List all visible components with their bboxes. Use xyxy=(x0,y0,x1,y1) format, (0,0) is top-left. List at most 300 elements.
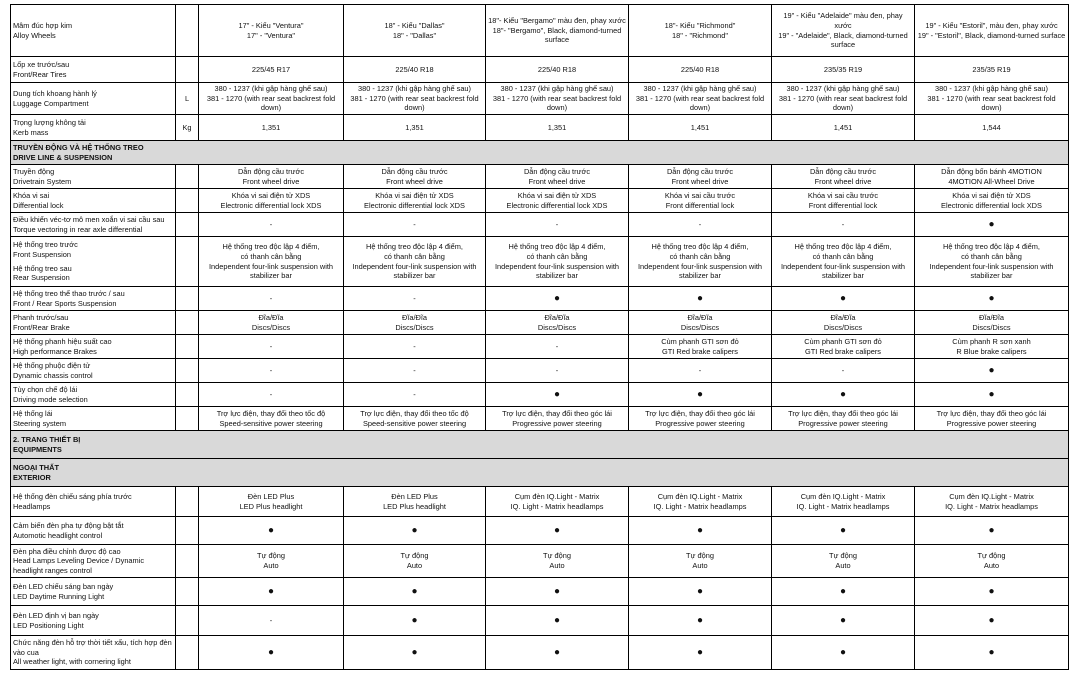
spec-value-variant-5 xyxy=(772,517,915,545)
spec-label xyxy=(11,407,176,431)
spec-value-text: 17" - "Ventura" xyxy=(246,30,296,40)
bullet-icon: ● xyxy=(553,586,561,597)
spec-value-variant-3 xyxy=(486,545,629,578)
spec-value-text: 1,451 xyxy=(833,122,853,132)
spec-row xyxy=(11,606,1069,636)
spec-value-text: 381 - 1270 (with rear seat backrest fold down) xyxy=(492,93,622,113)
spec-label-vi: Truyền động xyxy=(13,166,55,176)
spec-value-text: Speed-sensitive power steering xyxy=(219,418,323,428)
bullet-icon: ● xyxy=(553,647,561,658)
spec-value-text: Auto xyxy=(549,561,565,570)
spec-label-en: Front/Rear Tires xyxy=(13,69,67,79)
spec-value-variant-4 xyxy=(629,606,772,636)
spec-value-text: 225/40 R18 xyxy=(537,64,577,74)
spec-value-variant-2 xyxy=(344,165,486,189)
spec-value-variant-3 xyxy=(486,311,629,335)
spec-value-text: GTI Red brake calipers xyxy=(662,346,738,356)
spec-label xyxy=(11,57,176,83)
spec-value-text: - xyxy=(269,615,273,625)
spec-value-variant-1 xyxy=(199,517,344,545)
spec-value-text: 1,351 xyxy=(261,122,281,132)
spec-value-text: Discs/Discs xyxy=(972,322,1011,332)
bullet-icon: ● xyxy=(839,647,847,658)
spec-value-text: Dẫn động cầu trước xyxy=(666,166,734,176)
spec-value-text: Hệ thống treo độc lập 4 điểm, xyxy=(651,242,749,252)
spec-value-text: Cụm đèn IQ.Light - Matrix xyxy=(949,491,1034,501)
spec-value-text: 19" - Kiểu "Estoril", màu đen, phay xước xyxy=(925,20,1058,30)
spec-value-variant-3 xyxy=(486,287,629,311)
spec-value-variant-5 xyxy=(772,311,915,335)
spec-row xyxy=(11,487,1069,517)
spec-row xyxy=(11,5,1069,57)
bullet-icon: ● xyxy=(267,647,275,658)
spec-value-text: 381 - 1270 (with rear seat backrest fold down) xyxy=(778,93,908,113)
spec-value-text: - xyxy=(413,219,416,229)
spec-label-en: Alloy Wheels xyxy=(13,30,56,40)
section-header-row xyxy=(11,141,1069,165)
spec-value-variant-6 xyxy=(915,83,1069,115)
spec-label-vi: Hệ thống lái xyxy=(13,408,53,418)
spec-unit: L xyxy=(176,83,199,115)
spec-value-variant-5 xyxy=(772,487,915,517)
spec-value-variant-4 xyxy=(629,517,772,545)
spec-value-variant-4 xyxy=(629,237,772,287)
spec-value-variant-1 xyxy=(199,545,344,578)
spec-value-text: Auto xyxy=(263,561,279,570)
spec-value-text: IQ. Light - Matrix headlamps xyxy=(945,501,1038,511)
spec-value-variant-4 xyxy=(629,407,772,431)
spec-value-text: Auto xyxy=(692,561,708,570)
spec-row xyxy=(11,237,1069,287)
spec-value-variant-3 xyxy=(486,213,629,237)
spec-value-text: Đĩa/Đĩa xyxy=(544,312,570,322)
spec-value-text: - xyxy=(841,365,845,375)
spec-row xyxy=(11,578,1069,606)
section-title xyxy=(11,431,1069,459)
spec-unit xyxy=(176,487,199,517)
spec-value-variant-6 xyxy=(915,487,1069,517)
spec-value-variant-6 xyxy=(915,311,1069,335)
spec-value-text: Front wheel drive xyxy=(671,176,729,186)
spec-value-text: Front differential lock xyxy=(808,200,878,210)
spec-row xyxy=(11,57,1069,83)
spec-value-text: Hệ thống treo độc lập 4 điểm, xyxy=(508,242,606,252)
bullet-icon: ● xyxy=(988,365,995,376)
spec-value-text: Progressive power steering xyxy=(798,418,888,428)
spec-label xyxy=(11,359,176,383)
spec-value-variant-6 xyxy=(915,287,1069,311)
spec-label xyxy=(11,487,176,517)
bullet-icon: ● xyxy=(411,525,418,536)
spec-value-text: R Blue brake calipers xyxy=(956,346,1027,356)
spec-value-variant-4 xyxy=(629,545,772,578)
spec-value-text: có thanh cân bằng xyxy=(669,251,731,261)
spec-row xyxy=(11,165,1069,189)
spec-value-text: Cùm phanh GTI sơn đỏ xyxy=(804,336,882,346)
spec-unit xyxy=(176,636,199,670)
spec-unit xyxy=(176,213,199,237)
bullet-icon: ● xyxy=(988,389,995,400)
spec-value-text: Front wheel drive xyxy=(242,176,300,186)
spec-value-text: Discs/Discs xyxy=(395,322,434,332)
spec-label-vi: Chức năng đèn hỗ trợ thời tiết xấu, tích hợp đèn vào cua xyxy=(13,638,172,657)
spec-value-variant-6 xyxy=(915,189,1069,213)
spec-value-variant-2 xyxy=(344,578,486,606)
spec-value-text: Đèn LED Plus xyxy=(391,491,438,501)
spec-value-variant-2 xyxy=(344,311,486,335)
spec-value-text: Tự động xyxy=(400,551,429,561)
spec-value-text: 17" - Kiểu "Ventura" xyxy=(238,20,304,30)
spec-unit xyxy=(176,57,199,83)
spec-value-text: IQ. Light - Matrix headlamps xyxy=(653,501,747,511)
spec-value-text: Khóa vi sai điện tử XDS xyxy=(231,190,311,200)
spec-value-text: 380 - 1237 (khi gập hàng ghế sau) xyxy=(643,84,757,94)
spec-value-variant-4 xyxy=(629,383,772,407)
bullet-icon: ● xyxy=(411,586,418,597)
spec-label-en: Dynamic chassis control xyxy=(13,370,93,380)
spec-value-variant-5 xyxy=(772,189,915,213)
bullet-icon: ● xyxy=(696,293,704,304)
spec-label xyxy=(11,115,176,141)
spec-value-text: 1,544 xyxy=(982,122,1001,132)
spec-row xyxy=(11,83,1069,115)
spec-row xyxy=(11,189,1069,213)
spec-label-vi: Dung tích khoang hành lý xyxy=(13,88,97,98)
spec-value-text: Đĩa/Đĩa xyxy=(258,312,284,322)
spec-value-variant-6 xyxy=(915,359,1069,383)
spec-label-vi: Lốp xe trước/sau xyxy=(13,59,70,69)
spec-value-variant-4 xyxy=(629,578,772,606)
spec-value-variant-5 xyxy=(772,407,915,431)
spec-value-text: - xyxy=(841,219,845,229)
spec-value-variant-5 xyxy=(772,359,915,383)
section-title-en: DRIVE LINE & SUSPENSION xyxy=(13,152,113,162)
spec-row xyxy=(11,287,1069,311)
spec-label xyxy=(11,83,176,115)
spec-value-variant-4 xyxy=(629,115,772,141)
spec-value-variant-1 xyxy=(199,383,344,407)
spec-label-vi: Đèn LED định vị ban ngày xyxy=(13,610,99,620)
spec-label-vi: Hệ thống treo trước xyxy=(13,240,78,250)
spec-value-text: Hệ thống treo độc lập 4 điểm, xyxy=(943,242,1040,252)
spec-value-text: - xyxy=(269,341,273,351)
spec-label xyxy=(11,5,176,57)
spec-value-text: 225/45 R17 xyxy=(251,64,291,74)
spec-value-text: có thanh cân bằng xyxy=(240,251,302,261)
spec-value-variant-3 xyxy=(486,407,629,431)
spec-value-variant-6 xyxy=(915,606,1069,636)
spec-value-variant-2 xyxy=(344,83,486,115)
spec-label-vi: Mâm đúc hợp kim xyxy=(13,20,73,30)
spec-value-variant-6 xyxy=(915,407,1069,431)
spec-value-variant-2 xyxy=(344,407,486,431)
spec-label-en: LED Daytime Running Light xyxy=(13,591,105,601)
spec-value-variant-6 xyxy=(915,5,1069,57)
spec-value-variant-2 xyxy=(344,545,486,578)
spec-value-text: Đĩa/Đĩa xyxy=(978,312,1005,322)
bullet-icon: ● xyxy=(696,389,704,400)
spec-value-variant-5 xyxy=(772,545,915,578)
spec-value-variant-6 xyxy=(915,213,1069,237)
spec-value-text: Dẫn động cầu trước xyxy=(523,166,591,176)
spec-value-text: Front wheel drive xyxy=(386,176,443,186)
spec-row xyxy=(11,213,1069,237)
bullet-icon: ● xyxy=(411,647,418,658)
spec-value-variant-3 xyxy=(486,237,629,287)
section-title-vi: TRUYỀN ĐỘNG VÀ HỆ THỐNG TREO xyxy=(13,142,144,152)
spec-value-text: 225/40 R18 xyxy=(395,64,434,74)
spec-value-text: 18"- "Bergamo", Black, diamond-turned surface xyxy=(492,25,622,45)
bullet-icon: ● xyxy=(988,586,995,597)
spec-value-text: Discs/Discs xyxy=(680,322,720,332)
spec-value-variant-2 xyxy=(344,287,486,311)
spec-value-variant-3 xyxy=(486,487,629,517)
spec-unit xyxy=(176,189,199,213)
spec-unit xyxy=(176,5,199,57)
spec-value-text: Discs/Discs xyxy=(537,322,577,332)
bullet-icon: ● xyxy=(988,615,995,626)
section-title xyxy=(11,459,1069,487)
spec-value-text: Dẫn động cầu trước xyxy=(809,166,877,176)
spec-label-en: Driving mode selection xyxy=(13,394,88,404)
spec-value-text: 19" - Kiểu "Adelaide" màu đen, phay xước xyxy=(783,11,903,30)
spec-value-text: 1,451 xyxy=(690,122,710,132)
spec-label-vi: Phanh trước/sau xyxy=(13,312,69,322)
spec-label-vi: Hệ thống phanh hiệu suất cao xyxy=(13,336,112,346)
spec-value-variant-2 xyxy=(344,5,486,57)
spec-value-variant-5 xyxy=(772,578,915,606)
spec-value-text: Front wheel drive xyxy=(814,176,872,186)
spec-value-text: 381 - 1270 (with rear seat backrest fold down) xyxy=(927,93,1056,113)
spec-value-text: Khóa vi sai cầu trước xyxy=(807,190,879,200)
bullet-icon: ● xyxy=(696,615,704,626)
spec-value-variant-1 xyxy=(199,335,344,359)
spec-label-vi: Hệ thống treo thể thao trước / sau xyxy=(13,288,125,298)
spec-label-vi: Khóa vi sai xyxy=(13,190,50,200)
spec-value-text: 19" - "Estoril", Black, diamond-turned surface xyxy=(917,30,1066,40)
spec-value-variant-3 xyxy=(486,189,629,213)
spec-value-text: 381 - 1270 (with rear seat backrest fold down) xyxy=(635,93,765,113)
spec-value-variant-3 xyxy=(486,517,629,545)
spec-label-en: Front/Rear Brake xyxy=(13,322,70,332)
spec-value-variant-6 xyxy=(915,578,1069,606)
spec-label-en: Front Suspension xyxy=(13,249,71,259)
bullet-icon: ● xyxy=(267,525,275,536)
spec-row xyxy=(11,335,1069,359)
spec-value-text: Tự động xyxy=(543,551,571,561)
spec-value-text: LED Plus headlight xyxy=(383,501,446,511)
bullet-icon: ● xyxy=(553,525,561,536)
spec-label-en: Luggage Compartment xyxy=(13,98,89,108)
spec-value-text: Independent four-link suspension with stabilizer bar xyxy=(929,261,1054,281)
spec-label xyxy=(11,213,176,237)
spec-value-text: Khóa vi sai điện tử XDS xyxy=(952,190,1031,200)
spec-value-variant-5 xyxy=(772,83,915,115)
spec-value-text: Cụm đèn IQ.Light - Matrix xyxy=(514,491,600,501)
bullet-icon: ● xyxy=(696,647,704,658)
spec-label-en: Front / Rear Sports Suspension xyxy=(13,298,117,308)
spec-value-text: 1,351 xyxy=(405,122,424,132)
spec-value-text: GTI Red brake calipers xyxy=(805,346,881,356)
spec-unit xyxy=(176,517,199,545)
spec-value-text: Tự động xyxy=(977,551,1006,561)
spec-value-variant-4 xyxy=(629,57,772,83)
spec-value-text: Electronic differential lock XDS xyxy=(364,200,465,210)
spec-value-variant-1 xyxy=(199,165,344,189)
spec-value-variant-1 xyxy=(199,189,344,213)
spec-label-en: Headlamps xyxy=(13,501,51,511)
spec-value-text: có thanh cân bằng xyxy=(961,251,1022,261)
bullet-icon: ● xyxy=(696,586,704,597)
spec-label xyxy=(11,237,176,287)
spec-label-en: High performance Brakes xyxy=(13,346,97,356)
spec-value-text: Progressive power steering xyxy=(946,418,1037,428)
spec-value-text: 380 - 1237 (khi gập hàng ghế sau) xyxy=(786,84,900,94)
spec-value-variant-2 xyxy=(344,383,486,407)
spec-value-text: Đĩa/Đĩa xyxy=(401,312,428,322)
spec-value-text: 18"- Kiểu "Bergamo" màu đen, phay xước xyxy=(488,16,626,26)
spec-value-text: Progressive power steering xyxy=(655,418,745,428)
spec-row xyxy=(11,636,1069,670)
spec-value-variant-4 xyxy=(629,636,772,670)
spec-value-text: Cùm phanh R sơn xanh xyxy=(952,336,1031,346)
spec-value-text: Trợ lực điện, thay đổi theo góc lái xyxy=(788,408,898,418)
spec-value-text: - xyxy=(555,341,559,351)
bullet-icon: ● xyxy=(988,219,995,230)
spec-value-text: - xyxy=(413,365,416,375)
spec-value-variant-1 xyxy=(199,407,344,431)
spec-value-variant-6 xyxy=(915,237,1069,287)
spec-unit: Kg xyxy=(176,115,199,141)
spec-value-text: 381 - 1270 (with rear seat backrest fold down) xyxy=(350,93,479,113)
spec-value-variant-3 xyxy=(486,606,629,636)
spec-unit xyxy=(176,311,199,335)
bullet-icon: ● xyxy=(988,647,995,658)
spec-value-text: Electronic differential lock XDS xyxy=(506,200,608,210)
spec-value-text: Speed-sensitive power steering xyxy=(362,418,467,428)
section-title-en: EQUIPMENTS xyxy=(13,444,62,454)
spec-value-text: Hệ thống treo độc lập 4 điểm, xyxy=(794,242,892,252)
spec-value-text: Auto xyxy=(835,561,851,570)
spec-value-variant-5 xyxy=(772,57,915,83)
spec-value-text: 4MOTION All-Wheel Drive xyxy=(948,176,1035,186)
section-title-vi: 2. TRANG THIẾT BỊ xyxy=(13,434,81,444)
spec-value-variant-6 xyxy=(915,383,1069,407)
bullet-icon: ● xyxy=(553,293,561,304)
spec-value-variant-3 xyxy=(486,83,629,115)
spec-value-text: có thanh cân bằng xyxy=(812,251,874,261)
spec-label-vi: Cảm biến đèn pha tự động bật tắt xyxy=(13,520,124,530)
spec-value-variant-4 xyxy=(629,83,772,115)
spec-value-text: 19" - "Adelaide", Black, diamond-turned surface xyxy=(778,30,908,50)
spec-value-text: có thanh cân bằng xyxy=(384,251,445,261)
spec-value-variant-3 xyxy=(486,383,629,407)
spec-value-text: - xyxy=(698,219,702,229)
spec-unit xyxy=(176,606,199,636)
spec-value-variant-6 xyxy=(915,57,1069,83)
spec-label xyxy=(11,189,176,213)
spec-value-text: 235/35 R19 xyxy=(972,64,1011,74)
bullet-icon: ● xyxy=(839,389,847,400)
spec-label xyxy=(11,517,176,545)
spec-label-en: Steering system xyxy=(13,418,66,428)
spec-value-variant-4 xyxy=(629,311,772,335)
spec-value-text: Cụm đèn IQ.Light - Matrix xyxy=(657,491,743,501)
spec-unit xyxy=(176,359,199,383)
spec-value-variant-2 xyxy=(344,517,486,545)
spec-value-variant-5 xyxy=(772,213,915,237)
spec-value-text: Khóa vi sai cầu trước xyxy=(664,190,736,200)
spec-value-variant-1 xyxy=(199,359,344,383)
spec-value-text: 18" - Kiểu "Dallas" xyxy=(384,20,445,30)
spec-value-variant-4 xyxy=(629,5,772,57)
spec-label-vi: Hệ thống đèn chiếu sáng phía trước xyxy=(13,491,132,501)
spec-value-text: Khóa vi sai điện tử XDS xyxy=(517,190,597,200)
spec-value-variant-1 xyxy=(199,57,344,83)
spec-value-variant-3 xyxy=(486,5,629,57)
spec-value-text: - xyxy=(413,341,416,351)
spec-value-text: - xyxy=(269,219,273,229)
bullet-icon: ● xyxy=(411,615,418,626)
spec-label-vi: Tùy chọn chế độ lái xyxy=(13,384,78,394)
spec-value-variant-4 xyxy=(629,359,772,383)
spec-label-vi: Điều khiển véc-tơ mô men xoắn vi sai cầu sau xyxy=(13,214,165,224)
spec-unit xyxy=(176,578,199,606)
spec-value-variant-3 xyxy=(486,165,629,189)
spec-value-variant-3 xyxy=(486,57,629,83)
spec-value-text: - xyxy=(698,365,702,375)
spec-value-variant-1 xyxy=(199,636,344,670)
spec-value-text: Front differential lock xyxy=(665,200,735,210)
bullet-icon: ● xyxy=(839,293,847,304)
spec-value-text: Hệ thống treo độc lập 4 điểm, xyxy=(222,242,320,252)
spec-value-variant-4 xyxy=(629,287,772,311)
spec-value-variant-3 xyxy=(486,359,629,383)
spec-label-en: All weather light, with cornering light xyxy=(13,657,131,667)
spec-value-text: 225/40 R18 xyxy=(680,64,720,74)
spec-value-text: Tự động xyxy=(257,551,285,561)
spec-value-text: - xyxy=(269,293,273,303)
spec-row xyxy=(11,517,1069,545)
spec-unit xyxy=(176,407,199,431)
bullet-icon: ● xyxy=(696,525,704,536)
spec-value-text: 1,351 xyxy=(547,122,567,132)
spec-value-text: Trợ lực điện, thay đổi theo góc lái xyxy=(502,408,612,418)
bullet-icon: ● xyxy=(553,389,561,400)
spec-value-variant-6 xyxy=(915,115,1069,141)
spec-value-variant-2 xyxy=(344,115,486,141)
spec-value-variant-5 xyxy=(772,5,915,57)
spec-value-variant-1 xyxy=(199,213,344,237)
spec-label-en: Differential lock xyxy=(13,200,64,210)
spec-value-text: Khóa vi sai điện tử XDS xyxy=(375,190,454,200)
spec-row xyxy=(11,359,1069,383)
spec-unit xyxy=(176,335,199,359)
spec-label xyxy=(11,335,176,359)
spec-value-text: Dẫn động bốn bánh 4MOTION xyxy=(941,166,1042,176)
spec-value-text: IQ. Light - Matrix headlamps xyxy=(510,501,604,511)
spec-value-variant-1 xyxy=(199,115,344,141)
spec-label xyxy=(11,311,176,335)
spec-value-variant-5 xyxy=(772,115,915,141)
spec-value-text: LED Plus headlight xyxy=(239,501,303,511)
bullet-icon: ● xyxy=(988,525,995,536)
spec-value-text: Cùm phanh GTI sơn đỏ xyxy=(661,336,739,346)
spec-value-text: Dẫn động cầu trước xyxy=(381,166,448,176)
spec-value-variant-5 xyxy=(772,287,915,311)
spec-value-variant-1 xyxy=(199,287,344,311)
bullet-icon: ● xyxy=(267,586,275,597)
